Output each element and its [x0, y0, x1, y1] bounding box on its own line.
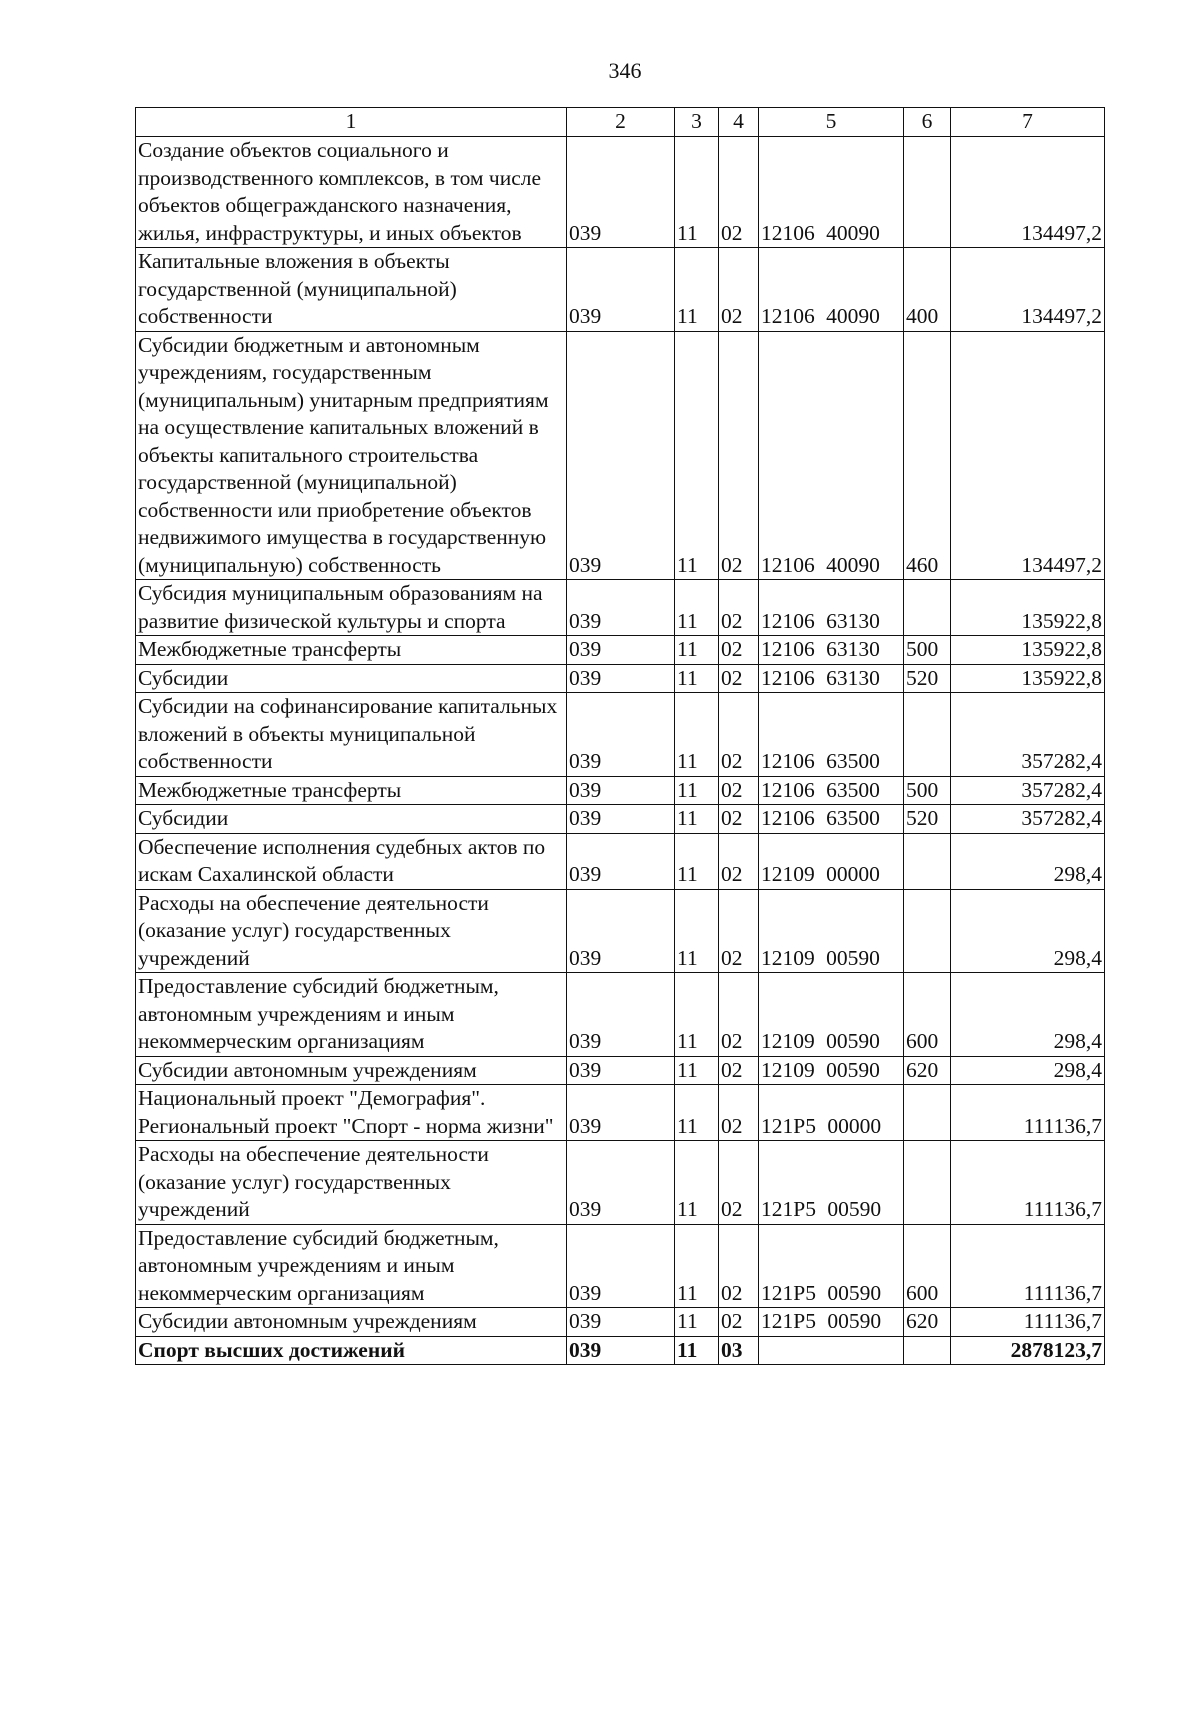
cell-target-article: 12109 00590: [759, 889, 904, 973]
column-header: 5: [759, 108, 904, 137]
cell-subsection-code: 02: [719, 580, 759, 636]
cell-amount: 134497,2: [951, 137, 1105, 248]
cell-target-article: 12106 63500: [759, 776, 904, 805]
column-header: 4: [719, 108, 759, 137]
cell-subsection-code: 02: [719, 889, 759, 973]
item-name: Предоставление субсидий бюджетным, автономным учреждениям и иным некоммерческим организациям: [136, 1224, 567, 1308]
item-name: Субсидия муниципальным образованиям на развитие физической культуры и спорта: [136, 580, 567, 636]
cell-expense-type: 500: [904, 636, 951, 665]
cell-target-article: 121Р5 00590: [759, 1141, 904, 1225]
item-name: Создание объектов социального и производственного комплексов, в том числе объектов общегражданского назначения, жилья, инфраструктуры, и иных объектов: [136, 137, 567, 248]
table-row: [136, 580, 1105, 636]
cell-section-code: 11: [675, 1141, 719, 1225]
cell-amount: 298,4: [951, 889, 1105, 973]
cell-ministry-code: 039: [567, 137, 675, 248]
cell-amount: 298,4: [951, 973, 1105, 1057]
item-name: Спорт высших достижений: [136, 1336, 567, 1365]
column-header: 3: [675, 108, 719, 137]
cell-section-code: 11: [675, 1085, 719, 1141]
table-row: [136, 1224, 1105, 1308]
cell-amount: 134497,2: [951, 248, 1105, 332]
cell-ministry-code: 039: [567, 331, 675, 580]
table-row: [136, 1085, 1105, 1141]
cell-ministry-code: 039: [567, 664, 675, 693]
table-row: [136, 137, 1105, 248]
cell-section-code: 11: [675, 1056, 719, 1085]
cell-section-code: 11: [675, 580, 719, 636]
cell-target-article: 121Р5 00000: [759, 1085, 904, 1141]
cell-section-code: 11: [675, 805, 719, 834]
table-row: [136, 833, 1105, 889]
cell-expense-type: [904, 1085, 951, 1141]
cell-expense-type: 520: [904, 664, 951, 693]
cell-subsection-code: 02: [719, 1141, 759, 1225]
cell-ministry-code: 039: [567, 1224, 675, 1308]
cell-ministry-code: 039: [567, 1056, 675, 1085]
cell-amount: 298,4: [951, 833, 1105, 889]
cell-amount: 2878123,7: [951, 1336, 1105, 1365]
cell-target-article: 12106 40090: [759, 331, 904, 580]
cell-expense-type: [904, 137, 951, 248]
cell-ministry-code: 039: [567, 636, 675, 665]
cell-target-article: 121Р5 00590: [759, 1224, 904, 1308]
cell-section-code: 11: [675, 693, 719, 777]
cell-subsection-code: 02: [719, 636, 759, 665]
cell-target-article: 12109 00590: [759, 973, 904, 1057]
cell-target-article: 12106 63500: [759, 805, 904, 834]
cell-subsection-code: 02: [719, 1308, 759, 1337]
cell-subsection-code: 02: [719, 833, 759, 889]
table-row: [136, 776, 1105, 805]
cell-section-code: 11: [675, 1308, 719, 1337]
cell-ministry-code: 039: [567, 973, 675, 1057]
cell-target-article: [759, 1336, 904, 1365]
column-header: 7: [951, 108, 1105, 137]
cell-subsection-code: 02: [719, 248, 759, 332]
cell-subsection-code: 03: [719, 1336, 759, 1365]
cell-amount: 298,4: [951, 1056, 1105, 1085]
column-header: 2: [567, 108, 675, 137]
table-row: [136, 1336, 1105, 1365]
item-name: Субсидии бюджетным и автономным учреждениям, государственным (муниципальным) унитарным предприятиям на осуществление капитальных вложений в объекты капитального строительства государственной (муниципальной) собственности или приобретение объектов недвижимого имущества в государственную (муниципальную) собственность: [136, 331, 567, 580]
cell-amount: 135922,8: [951, 580, 1105, 636]
item-name: Национальный проект "Демография". Региональный проект "Спорт - норма жизни": [136, 1085, 567, 1141]
cell-expense-type: [904, 693, 951, 777]
item-name: Межбюджетные трансферты: [136, 636, 567, 665]
cell-section-code: 11: [675, 137, 719, 248]
cell-expense-type: [904, 580, 951, 636]
table-row: [136, 664, 1105, 693]
cell-target-article: 12109 00590: [759, 1056, 904, 1085]
cell-target-article: 12106 63130: [759, 636, 904, 665]
cell-section-code: 11: [675, 331, 719, 580]
cell-subsection-code: 02: [719, 1056, 759, 1085]
cell-expense-type: 620: [904, 1308, 951, 1337]
table-row: [136, 1056, 1105, 1085]
cell-ministry-code: 039: [567, 1141, 675, 1225]
cell-ministry-code: 039: [567, 1085, 675, 1141]
cell-amount: 111136,7: [951, 1224, 1105, 1308]
table-row: [136, 1141, 1105, 1225]
cell-amount: 357282,4: [951, 805, 1105, 834]
cell-amount: 111136,7: [951, 1085, 1105, 1141]
cell-subsection-code: 02: [719, 1224, 759, 1308]
cell-subsection-code: 02: [719, 331, 759, 580]
cell-ministry-code: 039: [567, 1308, 675, 1337]
table-row: [136, 889, 1105, 973]
cell-expense-type: [904, 889, 951, 973]
cell-expense-type: 600: [904, 1224, 951, 1308]
cell-subsection-code: 02: [719, 1085, 759, 1141]
cell-section-code: 11: [675, 664, 719, 693]
cell-amount: 357282,4: [951, 776, 1105, 805]
cell-target-article: 12109 00000: [759, 833, 904, 889]
cell-target-article: 12106 40090: [759, 248, 904, 332]
cell-target-article: 12106 63130: [759, 664, 904, 693]
table-row: [136, 248, 1105, 332]
cell-expense-type: [904, 1141, 951, 1225]
cell-section-code: 11: [675, 889, 719, 973]
item-name: Субсидии: [136, 805, 567, 834]
cell-expense-type: 520: [904, 805, 951, 834]
page-number: 346: [608, 58, 642, 83]
cell-ministry-code: 039: [567, 1336, 675, 1365]
cell-amount: 357282,4: [951, 693, 1105, 777]
cell-section-code: 11: [675, 1336, 719, 1365]
item-name: Расходы на обеспечение деятельности (оказание услуг) государственных учреждений: [136, 889, 567, 973]
cell-ministry-code: 039: [567, 248, 675, 332]
cell-section-code: 11: [675, 636, 719, 665]
item-name: Субсидии на софинансирование капитальных вложений в объекты муниципальной собственности: [136, 693, 567, 777]
table-row: [136, 331, 1105, 580]
cell-ministry-code: 039: [567, 805, 675, 834]
cell-subsection-code: 02: [719, 776, 759, 805]
cell-target-article: 12106 40090: [759, 137, 904, 248]
cell-section-code: 11: [675, 1224, 719, 1308]
cell-subsection-code: 02: [719, 973, 759, 1057]
table-row: [136, 973, 1105, 1057]
cell-ministry-code: 039: [567, 833, 675, 889]
item-name: Субсидии автономным учреждениям: [136, 1308, 567, 1337]
table-row: [136, 805, 1105, 834]
cell-target-article: 121Р5 00590: [759, 1308, 904, 1337]
table-row: [136, 636, 1105, 665]
cell-target-article: 12106 63500: [759, 693, 904, 777]
cell-amount: 111136,7: [951, 1141, 1105, 1225]
cell-amount: 134497,2: [951, 331, 1105, 580]
item-name: Капитальные вложения в объекты государственной (муниципальной) собственности: [136, 248, 567, 332]
column-header: 1: [136, 108, 567, 137]
cell-expense-type: 600: [904, 973, 951, 1057]
cell-ministry-code: 039: [567, 776, 675, 805]
cell-ministry-code: 039: [567, 693, 675, 777]
table-row: [136, 693, 1105, 777]
cell-amount: 111136,7: [951, 1308, 1105, 1337]
cell-ministry-code: 039: [567, 889, 675, 973]
cell-amount: 135922,8: [951, 636, 1105, 665]
cell-expense-type: 500: [904, 776, 951, 805]
cell-expense-type: 400: [904, 248, 951, 332]
cell-target-article: 12106 63130: [759, 580, 904, 636]
cell-expense-type: 620: [904, 1056, 951, 1085]
item-name: Предоставление субсидий бюджетным, автономным учреждениям и иным некоммерческим организациям: [136, 973, 567, 1057]
cell-section-code: 11: [675, 833, 719, 889]
item-name: Субсидии: [136, 664, 567, 693]
cell-subsection-code: 02: [719, 805, 759, 834]
budget-table: [135, 107, 1105, 1365]
item-name: Обеспечение исполнения судебных актов по искам Сахалинской области: [136, 833, 567, 889]
cell-subsection-code: 02: [719, 664, 759, 693]
cell-amount: 135922,8: [951, 664, 1105, 693]
cell-section-code: 11: [675, 776, 719, 805]
item-name: Расходы на обеспечение деятельности (оказание услуг) государственных учреждений: [136, 1141, 567, 1225]
table-row: [136, 1308, 1105, 1337]
column-header: 6: [904, 108, 951, 137]
cell-section-code: 11: [675, 248, 719, 332]
header-row: [136, 108, 1105, 137]
item-name: Субсидии автономным учреждениям: [136, 1056, 567, 1085]
cell-expense-type: [904, 833, 951, 889]
cell-subsection-code: 02: [719, 693, 759, 777]
cell-expense-type: [904, 1336, 951, 1365]
cell-section-code: 11: [675, 973, 719, 1057]
cell-expense-type: 460: [904, 331, 951, 580]
item-name: Межбюджетные трансферты: [136, 776, 567, 805]
cell-subsection-code: 02: [719, 137, 759, 248]
cell-ministry-code: 039: [567, 580, 675, 636]
